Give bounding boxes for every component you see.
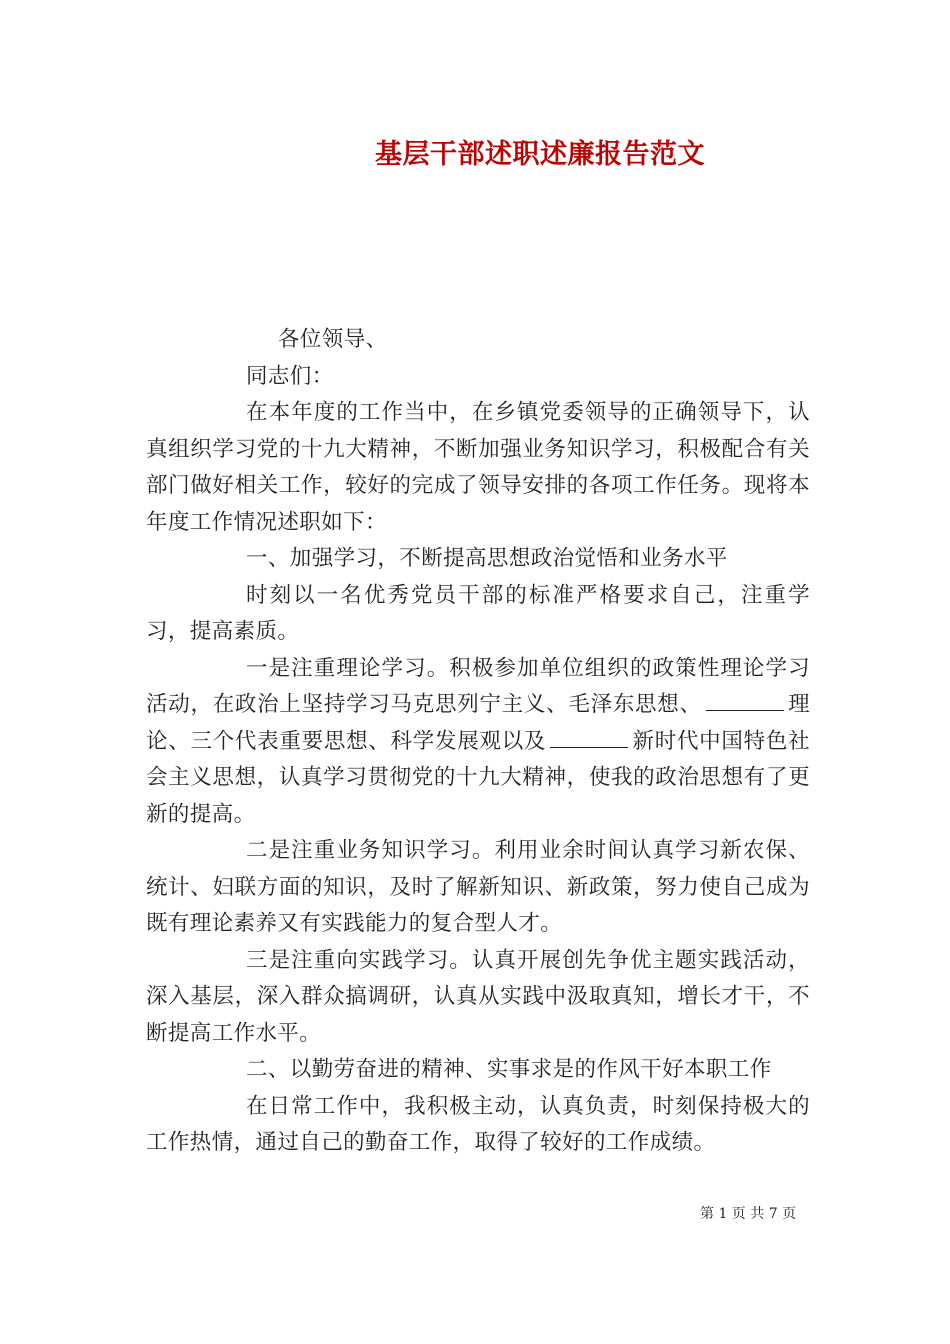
page-number-footer: 第 1 页 共 7 页 xyxy=(700,1206,797,1222)
section-heading-1: 一、加强学习，不断提高思想政治觉悟和业务水平 xyxy=(246,546,728,571)
document-title: 基层干部述职述廉报告范文 xyxy=(375,139,705,170)
paragraph-intro: 在本年度的工作当中，在乡镇党委领导的正确领导下，认真组织学习党的十九大精神，不断加强业务知识学习，积极配合有关部门做好相关工作，较好的完成了领导安排的各项工作任务。现将本年度工作情况述职如下： xyxy=(146,400,810,535)
theory-text-a: 一是注重理论学习。积极参加单位组织的政策性理论学习活动，在政治上坚持学习马克思列宁主义、毛泽东思想、 xyxy=(146,655,810,717)
paragraph-practice-study: 三是注重向实践学习。认真开展创先争优主题实践活动，深入基层，深入群众搞调研，认真从实践中汲取真知，增长才干，不断提高工作水平。 xyxy=(146,947,810,1046)
theory-text-b: 理论、三个代表重要思想、科学发展观以及 xyxy=(146,692,810,754)
paragraph-study-summary: 时刻以一名优秀党员干部的标准严格要求自己，注重学习，提高素质。 xyxy=(146,582,810,644)
paragraph-theory-study xyxy=(146,651,810,834)
document-body xyxy=(146,322,810,1162)
theory-text-c: 新时代中国特色社会主义思想，认真学习贯彻党的十九大精神，使我的政治思想有了更新的提高。 xyxy=(146,728,811,827)
section-heading-2: 二、以勤劳奋进的精神、实事求是的作风干好本职工作 xyxy=(246,1057,772,1082)
paragraph-business-study: 二是注重业务知识学习。利用业余时间认真学习新农保、统计、妇联方面的知识，及时了解新知识、新政策，努力使自己成为既有理论素养又有实践能力的复合型人才。 xyxy=(146,838,810,936)
blank-line-1 xyxy=(706,692,784,711)
blank-line-2 xyxy=(550,729,628,748)
paragraph-daily-work: 在日常工作中，我积极主动，认真负责，时刻保持极大的工作热情，通过自己的勤奋工作，取得了较好的工作成绩。 xyxy=(146,1093,810,1155)
greeting-line-2: 同志们： xyxy=(246,363,334,389)
greeting-line-1: 各位领导、 xyxy=(278,327,388,352)
